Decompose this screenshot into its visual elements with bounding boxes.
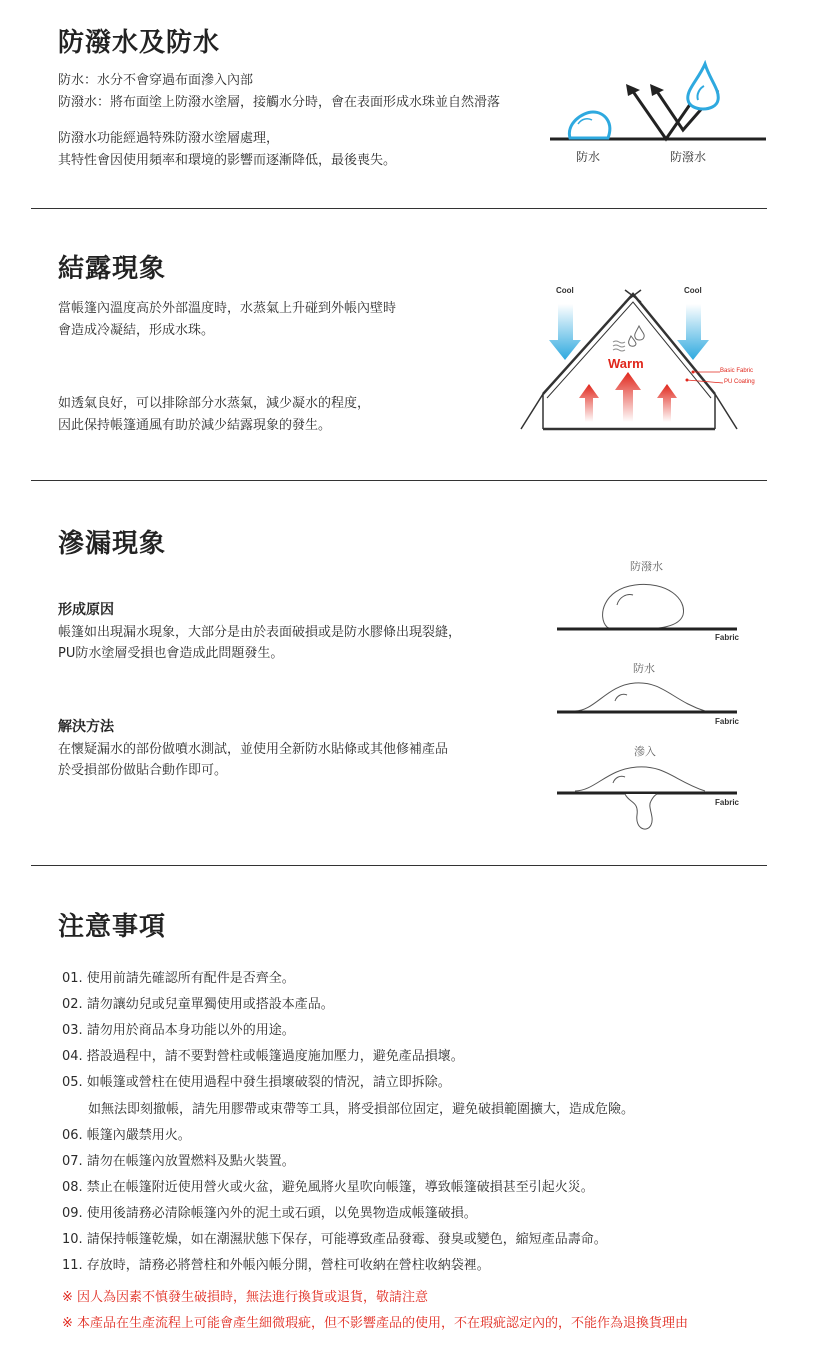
condensation-line-3: 如透氣良好，可以排除部分水蒸氣，減少凝水的程度，	[58, 396, 371, 411]
warm-arrow-icon	[615, 372, 641, 422]
waterproof-line-1: 防水：水分不會穿過布面滲入內部	[58, 73, 254, 88]
warm-label: Warm	[608, 356, 644, 371]
note-item: 09. 使用後請務必清除帳篷內外的泥土或石頭，以免異物造成帳篷破損。	[62, 1206, 477, 1221]
cool-arrow-left-icon	[549, 304, 581, 360]
fabric-label-2: Fabric	[715, 717, 740, 726]
pu-coating-label: PU Coating	[724, 379, 755, 385]
warning-line-2: ※ 本產品在生產流程上可能會產生細微瑕疵，但不影響產品的使用，不在瑕疵認定內的，不能作為退換貨理由	[62, 1316, 689, 1331]
diagram-label-water-repellent: 防潑水	[670, 150, 707, 164]
warning-line-1: ※ 因人為因素不慎發生破損時，無法進行換貨或退貨，敬請注意	[62, 1290, 429, 1305]
leak-drip-icon	[625, 794, 657, 829]
arrow-head-icon	[626, 84, 640, 96]
fabric-label-3: Fabric	[715, 798, 740, 807]
leak-cause-line-2: PU防水塗層受損也會造成此問題發生。	[58, 646, 284, 661]
note-item: 05. 如帳篷或營柱在使用過程中發生損壞破裂的情況，請立即拆除。	[62, 1075, 451, 1090]
note-item: 04. 搭設過程中，請不要對營柱或帳篷過度施加壓力，避免產品損壞。	[62, 1049, 464, 1064]
warm-arrow-icon	[657, 384, 677, 422]
leak-cause-line-1: 帳篷如出現漏水現象，大部分是由於表面破損或是防水膠條出現裂縫，	[58, 625, 462, 640]
warm-arrow-icon	[579, 384, 599, 422]
waterproof-line-2: 防潑水：將布面塗上防潑水塗層，接觸水分時，會在表面形成水珠並自然滑落	[58, 95, 501, 110]
waterproof-line-4: 其特性會因使用頻率和環境的影響而逐漸降低，最後喪失。	[58, 153, 397, 168]
leak-solution-title: 解決方法	[58, 719, 114, 735]
condensation-line-2: 會造成冷凝結，形成水珠。	[58, 323, 215, 338]
note-item: 08. 禁止在帳篷附近使用營火或火盆，避免風將火星吹向帳篷，導致帳篷破損甚至引起火災。	[62, 1180, 594, 1195]
section-title-leak: 滲漏現象	[58, 529, 167, 559]
note-item-continuation: 如無法即刻撤帳，請先用膠帶或束帶等工具，將受損部位固定，避免破損範圍擴大，造成危險。	[88, 1102, 635, 1117]
section-title-notes: 注意事項	[58, 912, 167, 942]
note-item: 01. 使用前請先確認所有配件是否齊全。	[62, 971, 295, 986]
condensation-drop-icon	[635, 326, 644, 340]
condensation-line-1: 當帳篷內溫度高於外部溫度時，水蒸氣上升碰到外帳內壁時	[58, 301, 397, 316]
note-item: 06. 帳篷內嚴禁用火。	[62, 1128, 191, 1143]
leak-diagram	[555, 575, 740, 840]
flat-droplet-icon	[569, 112, 609, 138]
section-divider	[31, 208, 767, 209]
condensation-line-4: 因此保持帳篷通風有助於減少結露現象的發生。	[58, 418, 332, 433]
leak-solution-line-1: 在懷疑漏水的部份做噴水測試，並使用全新防水貼條或其他修補產品	[58, 742, 449, 757]
leak-solution-line-2: 於受損部份做貼合動作即可。	[58, 763, 228, 778]
fabric-label-1: Fabric	[715, 633, 740, 642]
cool-label-left: Cool	[556, 286, 574, 295]
section-title-waterproof: 防潑水及防水	[58, 28, 221, 58]
leak-label-repellent: 防潑水	[630, 560, 663, 573]
leak-label-seep: 滲入	[634, 745, 656, 758]
vapor-icon	[613, 341, 625, 351]
seep-droplet-icon	[575, 767, 705, 791]
bead-droplet-icon	[603, 584, 684, 629]
note-item: 03. 請勿用於商品本身功能以外的用途。	[62, 1023, 295, 1038]
spread-droplet-icon	[575, 683, 705, 711]
section-divider	[31, 865, 767, 866]
note-item: 07. 請勿在帳篷內放置燃料及點火裝置。	[62, 1154, 295, 1169]
section-title-condensation: 結露現象	[58, 254, 167, 284]
diagram-label-waterproof: 防水	[576, 150, 601, 164]
basic-fabric-label: Basic Fabric	[720, 368, 754, 374]
note-item: 02. 請勿讓幼兒或兒童單獨使用或搭設本產品。	[62, 997, 334, 1012]
note-item: 11. 存放時，請務必將營柱和外帳內帳分開，營柱可收納在營柱收納袋裡。	[62, 1258, 490, 1273]
leak-cause-title: 形成原因	[58, 602, 114, 618]
leak-label-waterproof: 防水	[633, 662, 655, 675]
cool-label-right: Cool	[684, 286, 702, 295]
section-divider	[31, 480, 767, 481]
waterproof-line-3: 防潑水功能經過特殊防潑水塗層處理，	[58, 131, 280, 146]
note-item: 10. 請保持帳篷乾燥，如在潮濕狀態下保存，可能導致產品發霉、發臭或變色，縮短產品壽命。	[62, 1232, 607, 1247]
arrow-head-icon	[650, 84, 664, 96]
